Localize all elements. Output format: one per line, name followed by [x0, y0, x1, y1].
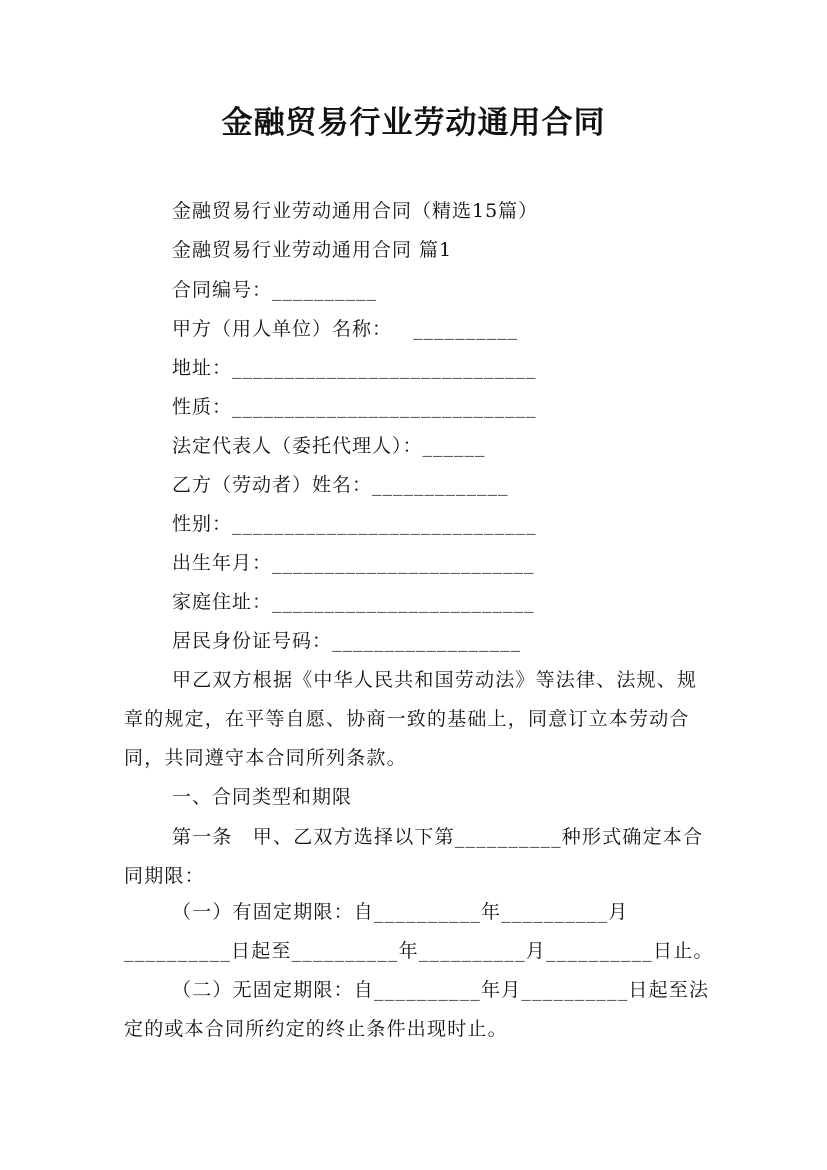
document-subtitle: 金融贸易行业劳动通用合同（精选15篇）: [172, 200, 539, 222]
field-legal-representative: 法定代表人（委托代理人）：______: [172, 435, 486, 457]
intro-paragraph-text: 甲乙双方根据《中华人民共和国劳动法》等法律、法规、规章的规定，在平等自愿、协商一致的基础上，同意订立本劳动合同，共同遵守本合同所列条款。: [124, 669, 698, 769]
field-employee-name: 乙方（劳动者）姓名：_____________: [172, 474, 509, 496]
field-nature: 性质：_____________________________: [172, 396, 537, 418]
intro-paragraph: [124, 661, 714, 778]
chapter-one-heading: 一、合同类型和期限: [172, 786, 353, 808]
option-fixed-term-text: （一）有固定期限：自__________年__________月__________日起至__________年__________月__________日止。: [124, 901, 714, 962]
option-open-term-text: （二）无固定期限：自__________年月__________日起至法定的或本合同所约定的终止条件出现时止。: [124, 979, 710, 1040]
field-contract-number: 合同编号：__________: [172, 279, 378, 301]
section-heading: 金融贸易行业劳动通用合同 篇1: [172, 239, 453, 261]
option-open-term: [124, 971, 714, 1049]
field-home-address: 家庭住址：_________________________: [172, 591, 535, 613]
field-address: 地址：_____________________________: [172, 357, 537, 379]
field-id-number: 居民身份证号码：__________________: [172, 630, 522, 652]
option-fixed-term: [124, 893, 714, 971]
field-birth-date: 出生年月：_________________________: [172, 552, 535, 574]
article-one: [124, 818, 714, 896]
document-title: 金融贸易行业劳动通用合同: [221, 105, 606, 141]
article-one-text: 第一条 甲、乙双方选择以下第__________种形式确定本合同期限：: [124, 826, 704, 887]
field-gender: 性别：_____________________________: [172, 513, 537, 535]
field-employer-name: 甲方（用人单位）名称： __________: [172, 318, 519, 340]
